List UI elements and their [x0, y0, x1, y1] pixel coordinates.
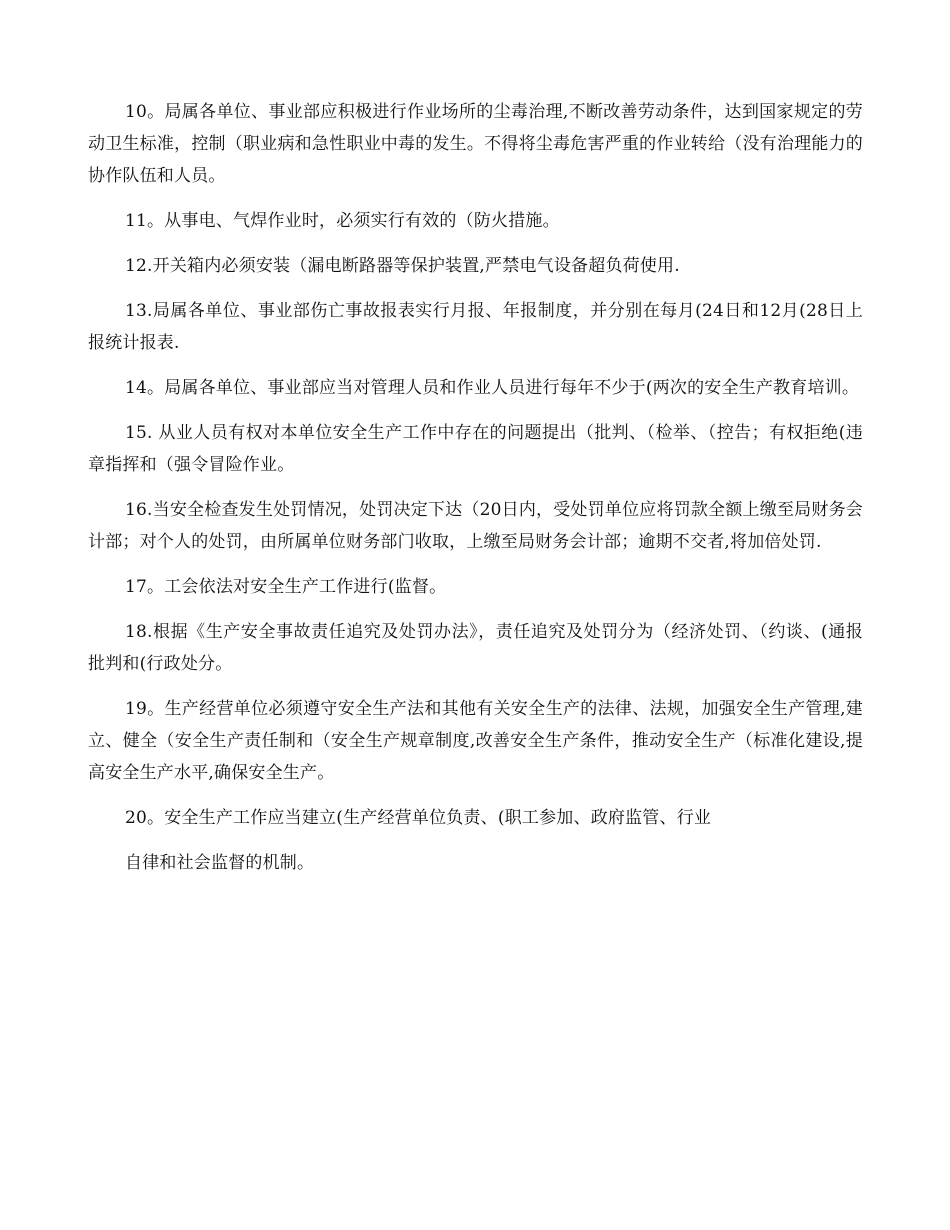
paragraph-12: 12.开关箱内必须安装（漏电断路器等保护装置,严禁电气设备超负荷使用.	[125, 256, 680, 276]
paragraph-18: 18.根据《生产安全事故责任追究及处罚办法》，责任追究及处罚分为（经济处罚、（约谈、(通报批判和(行政处分。	[88, 622, 863, 674]
paragraph-20-continuation: 自律和社会监督的机制。	[125, 853, 315, 873]
paragraph-19: 19。生产经营单位必须遵守安全生产法和其他有关安全生产的法律、法规，加强安全生产管理,建立、健全（安全生产责任制和（安全生产规章制度,改善安全生产条件，推动安全生产（标准化建设,提高安全生产水平,确保安全生产。	[88, 699, 863, 783]
paragraph-11: 11。从事电、气焊作业时，必须实行有效的（防火措施。	[125, 211, 560, 231]
paragraph-15: 15. 从业人员有权对本单位安全生产工作中存在的问题提出（批判、（检举、（控告；有权拒绝(违章指挥和（强令冒险作业。	[88, 423, 863, 475]
paragraph-17: 17。工会依法对安全生产工作进行(监督。	[125, 577, 447, 597]
document-body	[88, 96, 863, 892]
paragraph-13: 13.局属各单位、事业部伤亡事故报表实行月报、年报制度，并分别在每月(24日和12月(28日上报统计报表.	[88, 301, 863, 353]
paragraph-14: 14。局属各单位、事业部应当对管理人员和作业人员进行每年不少于(两次的安全生产教育培训。	[125, 378, 860, 398]
paragraph-16: 16.当安全检查发生处罚情况，处罚决定下达（20日内，受处罚单位应将罚款全额上缴至局财务会计部；对个人的处罚，由所属单位财务部门收取，上缴至局财务会计部；逾期不交者,将加倍处罚.	[88, 500, 863, 552]
paragraph-10: 10。局属各单位、事业部应积极进行作业场所的尘毒治理,不断改善劳动条件，达到国家规定的劳动卫生标准，控制（职业病和急性职业中毒的发生。不得将尘毒危害严重的作业转给（没有治理能力的协作队伍和人员。	[88, 102, 863, 186]
paragraph-20: 20。安全生产工作应当建立(生产经营单位负责、(职工参加、政府监管、行业	[125, 808, 712, 828]
